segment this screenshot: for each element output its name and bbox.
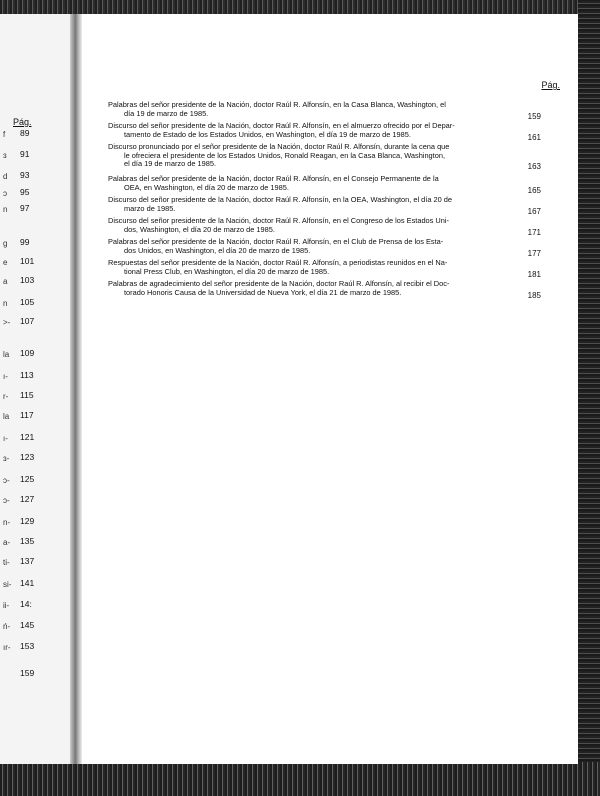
index-entry-page-number: 171 [527,227,541,237]
left-entry-page-number: 125 [20,474,35,484]
left-entry-page-number: 101 [20,256,35,266]
left-entry-page-number: 137 [20,556,35,566]
left-entry-page-number: 129 [20,516,35,526]
left-entry-fragment: la [3,350,10,359]
index-entry [108,143,514,169]
index-entry-page-number: 165 [527,185,541,195]
index-entry-page-number: 177 [527,248,541,258]
index-entry [108,196,514,213]
index-entry-page-number: 163 [527,162,541,172]
index-entry-continuation: dos Unidos, en Washington, el día 20 de marzo de 1985. [124,246,311,255]
index-entry-title: Discurso del señor presidente de la Nación, doctor Raúl R. Alfonsín, en el Congreso de los Estados Uni- [108,217,449,225]
left-entry-fragment: ɜ- [3,454,10,463]
left-entry-page-number: 97 [20,203,30,213]
index-entry-continuation: el día 19 de marzo de 1985. [124,160,217,169]
left-entry-page-number: 121 [20,432,35,442]
index-entry-page-number: 181 [527,269,541,279]
left-page-heading: Pág. [13,117,32,127]
left-entry-fragment: >- [3,318,11,327]
left-entry-fragment: a [3,277,8,286]
right-page-heading: Pág. [541,80,560,90]
book-gutter [70,14,82,764]
index-entry [108,238,514,255]
index-entry-continuation: le ofreciera el presidente de los Estados Unidos, Ronald Reagan, en la Casa Blanca, Washington, [124,151,445,160]
left-entry-fragment: ii- [3,601,10,610]
left-entry-page-number: 113 [20,370,34,380]
left-entry-page-number: 93 [20,170,30,180]
index-entry [108,122,514,139]
left-entry-fragment: si- [3,580,12,589]
left-entry-page-number: 109 [20,348,35,358]
index-entry-title: Respuestas del señor presidente de la Nación, doctor Raúl R. Alfonsín, a periodistas reunidos en el Na- [108,259,448,267]
left-entry-page-number: 103 [20,275,35,285]
left-entry-fragment: f [3,130,6,139]
left-entry-fragment: r- [3,392,9,401]
left-entry-page-number: 95 [20,187,30,197]
index-entry [108,175,514,192]
left-page [0,14,80,764]
left-entry-fragment: d [3,172,8,181]
index-entry-title: Discurso pronunciado por el señor presidente de la Nación, doctor Raúl R. Alfonsín, durante la cena que [108,143,450,151]
left-entry-page-number: 89 [20,128,30,138]
left-entry-fragment: la [3,412,10,421]
left-entry-page-number: 107 [20,316,35,326]
index-entry-title: Palabras del señor presidente de la Nación, doctor Raúl R. Alfonsín, en el Club de Prensa de los Esta- [108,238,444,246]
left-entry-page-number: 123 [20,452,35,462]
left-entry-fragment: ɔ- [3,476,10,485]
index-entry-continuation: marzo de 1985. [124,204,176,213]
index-entry [108,217,514,234]
index-entry-title: Discurso del señor presidente de la Nación, doctor Raúl R. Alfonsín, en la OEA, Washington, el día 20 de [108,196,452,204]
index-entry-continuation: día 19 de marzo de 1985. [124,109,209,118]
left-entry-page-number: 115 [20,390,34,400]
index-entry-page-number: 167 [527,206,541,216]
left-entry-page-number: 135 [20,536,35,546]
index-entry-title: Discurso del señor presidente de la Nación, doctor Raúl R. Alfonsín, en el almuerzo ofrecido por el Depar- [108,122,455,130]
left-entry-page-number: 105 [20,297,35,307]
left-entry-fragment: e [3,258,8,267]
index-entry-continuation: torado Honoris Causa de la Universidad de Nueva York, el día 21 de marzo de 1985. [124,288,402,297]
left-entry-fragment: n- [3,518,11,527]
left-entry-page-number: 91 [20,149,30,159]
index-entry-continuation: OEA, en Washington, el día 20 de marzo de 1985. [124,183,289,192]
left-entry-fragment: n [3,299,8,308]
index-entry [108,259,514,276]
left-entry-page-number: 14: [20,599,32,609]
left-entry-fragment: ɜ [3,151,7,160]
index-entry-page-number: 161 [527,132,541,142]
left-entry-fragment: n [3,205,8,214]
scan-edge-right [578,0,600,796]
left-entry-page-number: 145 [20,620,35,630]
index-entry-title: Palabras de agradecimiento del señor presidente de la Nación, doctor Raúl R. Alfonsín, al recibir el Doc- [108,280,450,288]
left-entry-fragment: ɔ [3,189,7,198]
left-entry-page-number: 153 [20,641,35,651]
left-entry-fragment: ı- [3,434,8,443]
index-entry-continuation: tional Press Club, en Washington, el día 20 de marzo de 1985. [124,267,330,276]
left-entry-fragment: ń- [3,622,11,631]
left-entry-fragment: g [3,239,8,248]
index-entry-title: Palabras del señor presidente de la Nación, doctor Raúl R. Alfonsín, en el Consejo Permanente de la [108,175,439,183]
index-entry [108,101,514,118]
left-entry-fragment: ı- [3,372,8,381]
index-entry-page-number: 185 [527,290,541,300]
index-entry-page-number: 159 [527,111,541,121]
left-entry-fragment: ti- [3,558,10,567]
left-entry-page-number: 141 [20,578,35,588]
left-entry-fragment: ɔ- [3,496,10,505]
left-entry-page-number: 99 [20,237,30,247]
left-entry-page-number: 117 [20,410,34,420]
left-entry-page-number: 127 [20,494,35,504]
left-entry-fragment: a- [3,538,11,547]
left-entry-fragment: ır- [3,643,11,652]
index-entry-continuation: tamento de Estado de los Estados Unidos, en Washington, el día 19 de marzo de 1985. [124,130,411,139]
index-entry [108,280,514,297]
index-entry-title: Palabras del señor presidente de la Nación, doctor Raúl R. Alfonsín, en la Casa Blanca, Washington, el [108,101,446,109]
left-entry-page-number: 159 [20,668,35,678]
index-entry-continuation: dos, Washington, el día 20 de marzo de 1985. [124,225,275,234]
scan-edge-bottom [0,762,600,796]
